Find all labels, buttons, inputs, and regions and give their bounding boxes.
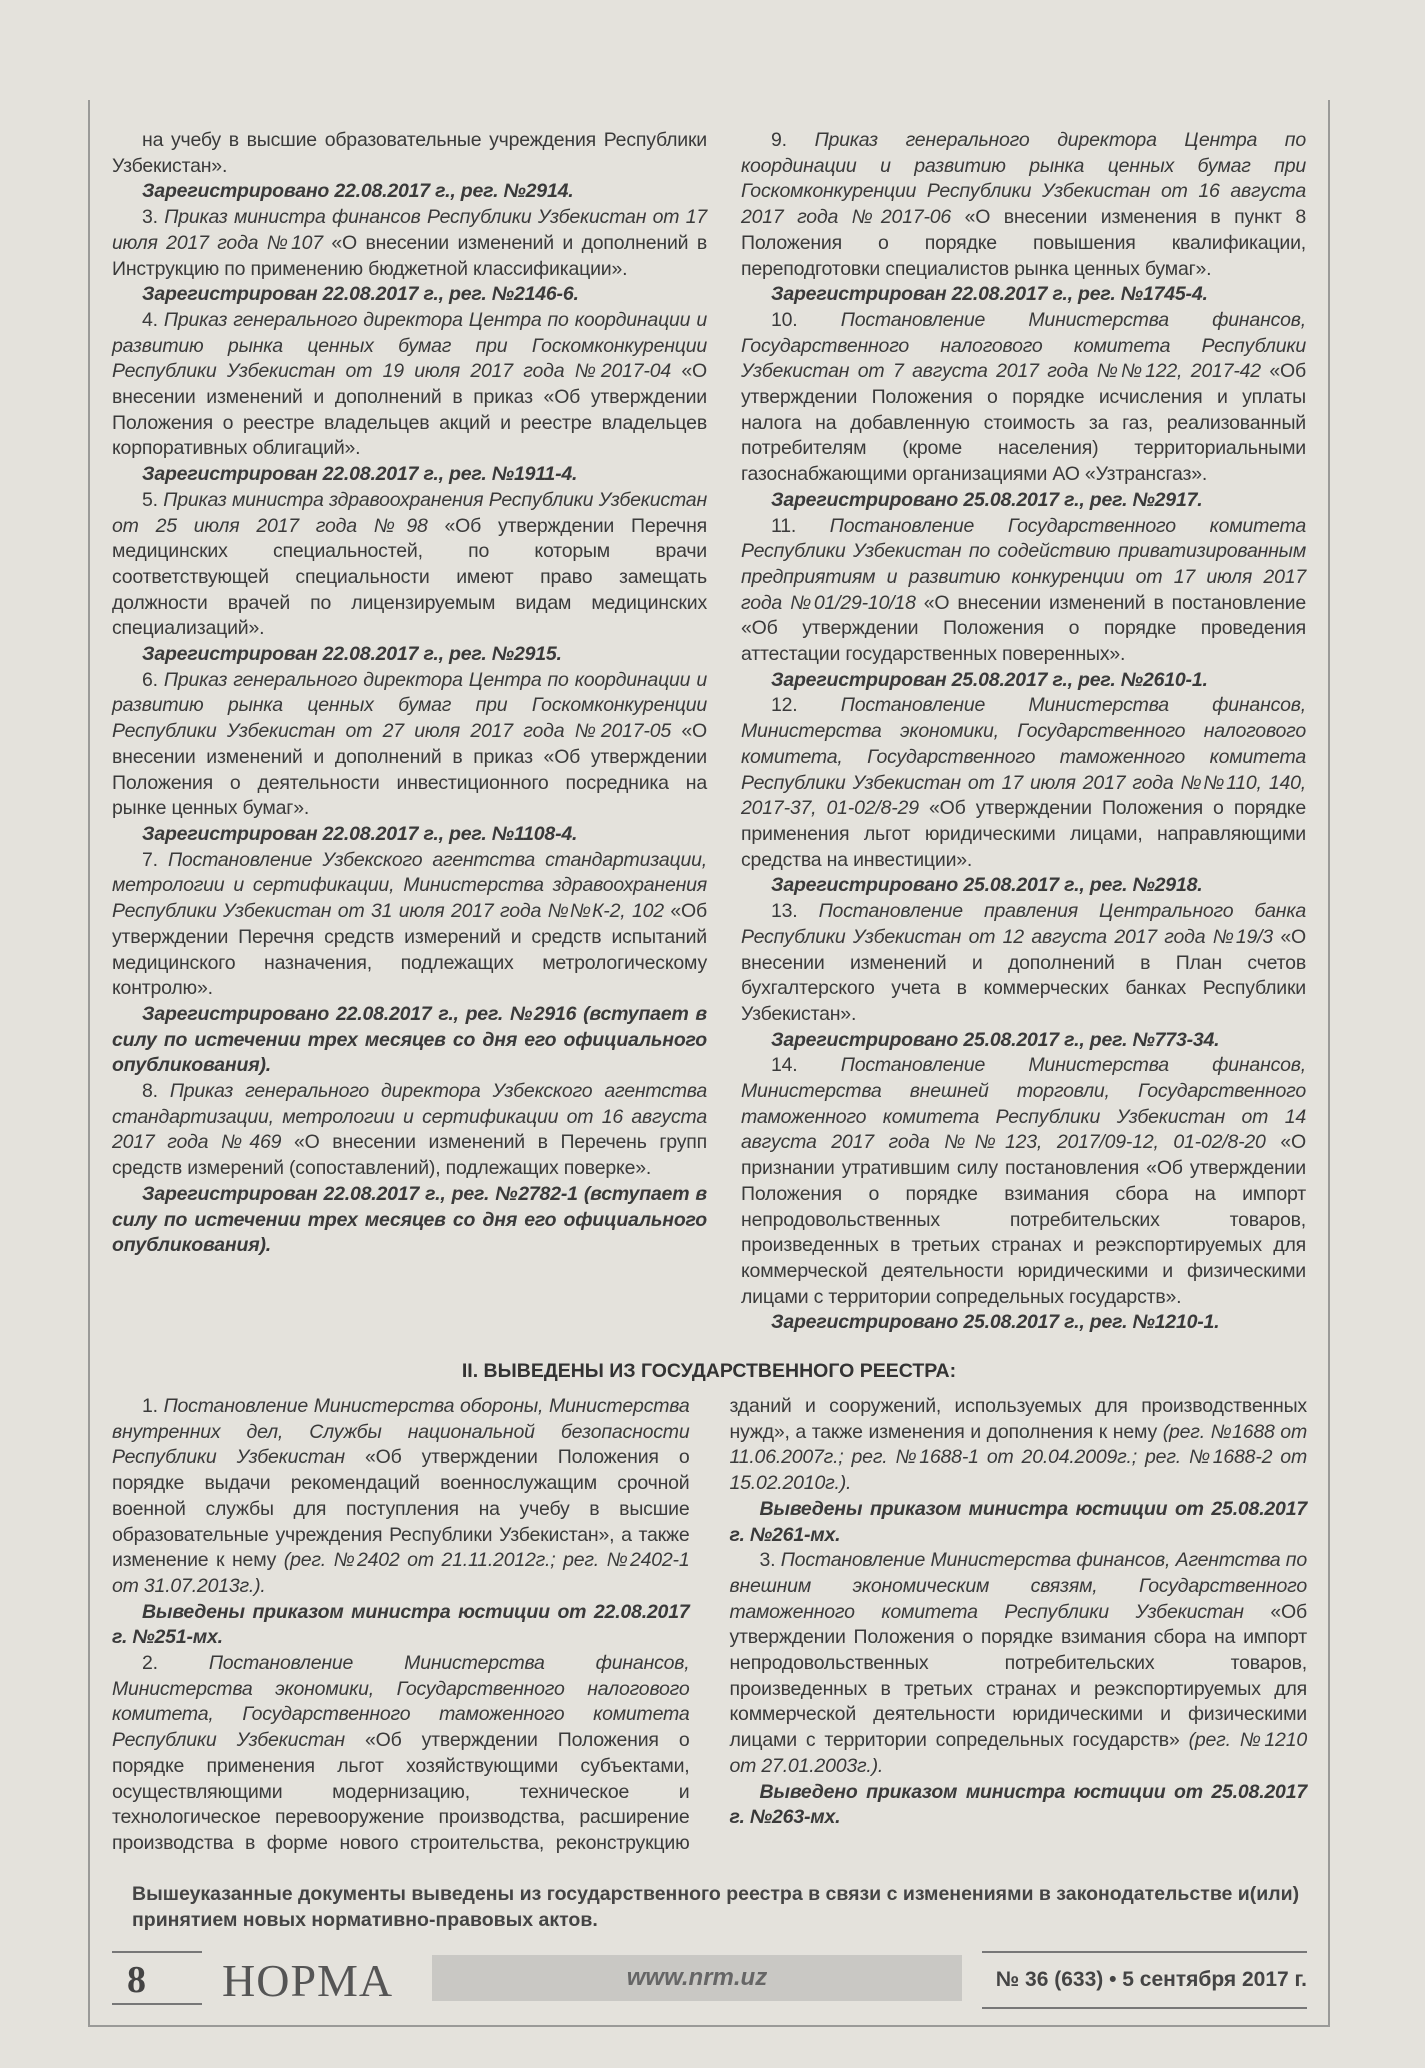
text-segment: Зарегистрирован 25.08.2017 г., рег. №2610-1. [771, 668, 1208, 691]
text-segment: 4. [142, 308, 164, 331]
text-segment: Зарегистрировано 22.08.2017 г., рег. №2916 (вступает в силу по истечении трех месяцев со дня его официального опубликования). [112, 1002, 707, 1077]
page-footer [112, 1951, 1307, 2011]
document-entry [741, 514, 1306, 668]
text-segment: Зарегистрировано 25.08.2017 г., рег. №2918. [771, 874, 1203, 897]
registration-line [741, 873, 1306, 899]
closing-note: Вышеуказанные документы выведены из государственного реестра в связи с изменениями в законодательстве и(или) принятием новых нормативно-правовых актов. [132, 1882, 1300, 1931]
text-segment: Приказ генерального директора Центра по координации и развитию рынка ценных бумаг при Госкомконкуренции Республики Узбекистан от 16 августа 2017 года №2017-06 [741, 129, 1306, 229]
text-segment: Зарегистрирован 22.08.2017 г., рег. №2146-6. [142, 283, 579, 306]
text-segment: «Об утверждении Перечня медицинских специальностей, по которым врачи соответствующей специальности имеют право замещать должности врачей по лицензируемым видам медицинских специализаций». [112, 514, 708, 640]
text-segment: Постановление правления Центрального банка Республики Узбекистан от 12 августа 2017 года №19/3 [741, 900, 1306, 948]
text-segment: 10. [771, 308, 841, 331]
text-segment: Приказ генерального директора Центра по координации и развитию рынка ценных бумаг при Госкомконкуренции Республики Узбекистан от 27 июля 2017 года №2017-05 [112, 668, 707, 743]
document-entry [112, 848, 707, 1002]
registry-section [112, 128, 1306, 1336]
registration-line [741, 282, 1306, 308]
text-segment: Постановление Министерства финансов, Министерства экономики, Государственного налогового комитета, Государственного таможенного комитета Республики Узбекистан [112, 1652, 690, 1752]
text-segment: 1. [142, 1395, 164, 1418]
text-segment: «О внесении изменений и дополнений в План счетов бухгалтерского учета в коммерческих банках Республики Узбекистан». [741, 925, 1306, 1025]
text-segment: Постановление Министерства финансов, Министерства внешней торговли, Государственного таможенного комитета Республики Узбекистан от 14 августа 2017 года №№123, 2017/09-12, 01-02/8-20 [741, 1054, 1306, 1154]
registration-line [112, 179, 707, 205]
text-segment: Зарегистрирован 22.08.2017 г., рег. №1108-4. [142, 822, 578, 845]
document-entry [112, 205, 707, 282]
text-segment: 13. [771, 900, 819, 923]
text-segment: Приказ генерального директора Центра по координации и развитию рынка ценных бумаг при Госкомконкуренции Республики Узбекистан от 19 июля 2017 года №2017-04 [112, 308, 707, 383]
text-segment: (рег. №1688 от 11.06.2007г.; рег. №1688-1 от 20.04.2009г.; рег. №1688-2 от 15.02.2010г.). [729, 1420, 1307, 1495]
text-segment: Постановление Министерства финансов, Министерства экономики, Государственного налогового комитета, Государственного таможенного комитета Республики Узбекистан от 17 июля 2017 года №№110, 140, 2017-37, 01-02/8-29 [741, 694, 1306, 820]
text-segment: (рег. №1210 от 27.01.2003г.). [729, 1729, 1307, 1777]
text-segment: «Об утверждении Положения о порядке взимания сбора на импорт непродовольственных потребительских товаров, произведенных в третьих странах и реэкспортируемых для коммерческой деятельности юридическими и физическими лицами с территории сопредельных государств» [729, 1600, 1307, 1752]
document-entry [112, 1079, 707, 1182]
text-segment: 6. [142, 668, 164, 691]
text-segment: Приказ министра здравоохранения Республики Узбекистан от 25 июля 2017 года №98 [112, 488, 707, 537]
text-segment: 14. [771, 1054, 841, 1077]
text-segment: «О признании утратившим силу постановления «Об утверждении Положения о порядке взимания сбора на импорт непродовольственных потребительских товаров, произведенных в третьих странах и реэкспортируемых для коммерческой деятельности юридическими и физическими лицами с территории сопредельных государств». [741, 1131, 1306, 1308]
document-entry [741, 308, 1306, 488]
text-segment: «Об утверждении Перечня средств измерений и средств испытаний медицинского назначения, подлежащих метрологическому контролю». [112, 900, 707, 1000]
text-segment: Зарегистрировано 25.08.2017 г., рег. №2917. [771, 488, 1203, 511]
document-entry [741, 1053, 1306, 1310]
text-segment: «Об утверждении Положения о порядке исчисления и уплаты налога на добавленную стоимость за газ, реализованный потребителям (кроме населения) территориальными газоснабжающими организациями АО «Узтрансгаз». [741, 360, 1306, 486]
document-entry [112, 668, 707, 822]
text-segment: «Об утверждении Положения о порядке выдачи рекомендаций военнослужащим срочной военной службы для поступления на учебу в высшие образовательные учреждения Республики Узбекистан», а также изменение к нему [112, 1446, 690, 1572]
text-segment: «О внесении изменений в постановление «Об утверждении Положения о порядке проведения аттестации государственных поверенных». [741, 591, 1307, 666]
text-segment: «О внесении изменений в Перечень групп средств измерений (сопоставлений), подлежащих поверке». [112, 1131, 707, 1180]
document-entry [112, 488, 707, 642]
url-bar [432, 1955, 962, 2001]
issue-info: № 36 (633) • 5 сентября 2017 г. [982, 1951, 1307, 2009]
registry-column-left [112, 128, 707, 1259]
text-segment: Зарегистрировано 25.08.2017 г., рег. №1210-1. [771, 1311, 1220, 1334]
registration-line [112, 822, 707, 848]
text-segment: 5. [142, 488, 164, 511]
section-heading: II. ВЫВЕДЕНЫ ИЗ ГОСУДАРСТВЕННОГО РЕЕСТРА: [461, 1360, 957, 1383]
document-entry [112, 308, 707, 462]
registration-line [730, 1780, 1308, 1831]
document-entry [112, 128, 707, 179]
registration-line [112, 1600, 690, 1651]
text-segment: 12. [771, 694, 841, 717]
text-segment: «О внесении изменения в пункт 8 Положения о порядке повышения квалификации, переподготовки специалистов рынка ценных бумаг». [741, 206, 1307, 280]
text-segment: Постановление Узбекского агентства стандартизации, метрологии и сертификации, Министерства здравоохранения Республики Узбекистан от 31 июля 2017 года №№К-2, 102 [112, 848, 707, 923]
document-entry [741, 693, 1306, 873]
text-segment: Выведены приказом министра юстиции от 22.08.2017 г. №251-мх. [112, 1600, 690, 1649]
text-segment: Зарегистрирован 22.08.2017 г., рег. №1911-4. [142, 463, 578, 486]
registration-line [112, 1182, 707, 1259]
registration-line [741, 1028, 1306, 1054]
text-segment: «Об утверждении Положения о порядке применения льгот хозяйствующими субъектами, осуществляющими модернизацию, техническое и технологическое перевооружение производства, расширение производства в форме нового строительства, реконструкцию зданий и сооружений, используемых для производственных нужд», а также изменения и дополнения к нему [112, 1395, 1307, 1854]
text-segment: Зарегистрировано 22.08.2017 г., рег. №2914. [142, 180, 574, 203]
registration-line [741, 1310, 1306, 1336]
text-segment: Постановление Государственного комитета Республики Узбекистан по содействию приватизированным предприятиям и развитию конкуренции от 17 июля 2017 года №01/29-10/18 [741, 514, 1307, 614]
registration-line [730, 1497, 1308, 1548]
registry-column-right [741, 128, 1306, 1336]
text-segment: 9. [771, 129, 815, 151]
text-segment: 7. [142, 848, 168, 871]
registration-line [741, 488, 1306, 514]
document-entry [741, 128, 1306, 282]
page-frame [88, 100, 1330, 2027]
text-segment: Выведены приказом министра юстиции от 25.08.2017 г. №261-мх. [729, 1497, 1307, 1546]
text-segment: Зарегистрировано 25.08.2017 г., рег. №773-34. [771, 1028, 1220, 1051]
text-segment: Приказ генерального директора Узбекского агентства стандартизации, метрологии и сертификации от 16 августа 2017 года №469 [112, 1080, 707, 1154]
text-segment: «Об утверждении Положения о порядке применения льгот юридическими лицами, направляющими средства на инвестиции». [741, 797, 1307, 871]
text-segment: Выведено приказом министра юстиции от 25.08.2017 г. №263-мх. [729, 1780, 1307, 1829]
registration-line [112, 1002, 707, 1079]
text-segment: «О внесении изменений и дополнений в Инструкцию по применению бюджетной классификации». [112, 231, 707, 280]
text-segment: Постановление Министерства финансов, Государственного налогового комитета Республики Узбекистан от 7 августа 2017 года №№122, 2017-42 [741, 308, 1306, 383]
text-segment: 2. [142, 1652, 209, 1675]
registration-line [112, 642, 707, 668]
text-segment: «О внесении изменений и дополнений в приказ «Об утверждении Положения о деятельности инвестиционного посредника на рынке ценных бумаг». [112, 720, 707, 820]
text-segment: Приказ министра финансов Республики Узбекистан от 17 июля 2017 года №107 [112, 206, 707, 254]
text-segment: 3. [142, 206, 165, 229]
removed-from-registry-section [112, 1394, 1307, 1857]
text-segment: (рег. №2402 от 21.11.2012г.; рег. №2402-1 от 31.07.2013г.). [112, 1549, 690, 1597]
website-link[interactable]: www.nrm.uz [626, 1963, 768, 1991]
text-segment: Постановление Министерства обороны, Министерства внутренних дел, Службы национальной безопасности Республики Узбекистан [112, 1395, 690, 1469]
text-segment: Зарегистрирован 22.08.2017 г., рег. №2915. [142, 643, 562, 666]
text-segment: 11. [771, 514, 830, 537]
document-entry [730, 1548, 1308, 1779]
text-segment: 8. [142, 1080, 170, 1103]
registration-line [112, 282, 707, 308]
text-segment: 3. [759, 1549, 781, 1572]
registration-line [741, 668, 1306, 694]
text-segment: на учебу в высшие образовательные учреждения Республики Узбекистан». [112, 129, 707, 177]
registration-line [112, 462, 707, 488]
document-entry [112, 1394, 690, 1600]
document-entry [741, 899, 1306, 1028]
text-segment: Зарегистрирован 22.08.2017 г., рег. №2782-1 (вступает в силу по истечении трех месяцев со дня его официального опубликования). [112, 1182, 707, 1257]
text-segment: Постановление Министерства финансов, Агентства по внешним экономическим связям, Государственного таможенного комитета Республики Узбекистан [729, 1549, 1307, 1623]
publication-logo: НОРМА [222, 1954, 394, 2006]
text-segment: Зарегистрирован 22.08.2017 г., рег. №1745-4. [771, 283, 1208, 306]
page-number: 8 [112, 1951, 202, 2005]
text-segment: «О внесении изменений и дополнений в приказ «Об утверждении Положения о реестре владельцев акций и реестре владельцев корпоративных облигаций». [112, 360, 707, 460]
